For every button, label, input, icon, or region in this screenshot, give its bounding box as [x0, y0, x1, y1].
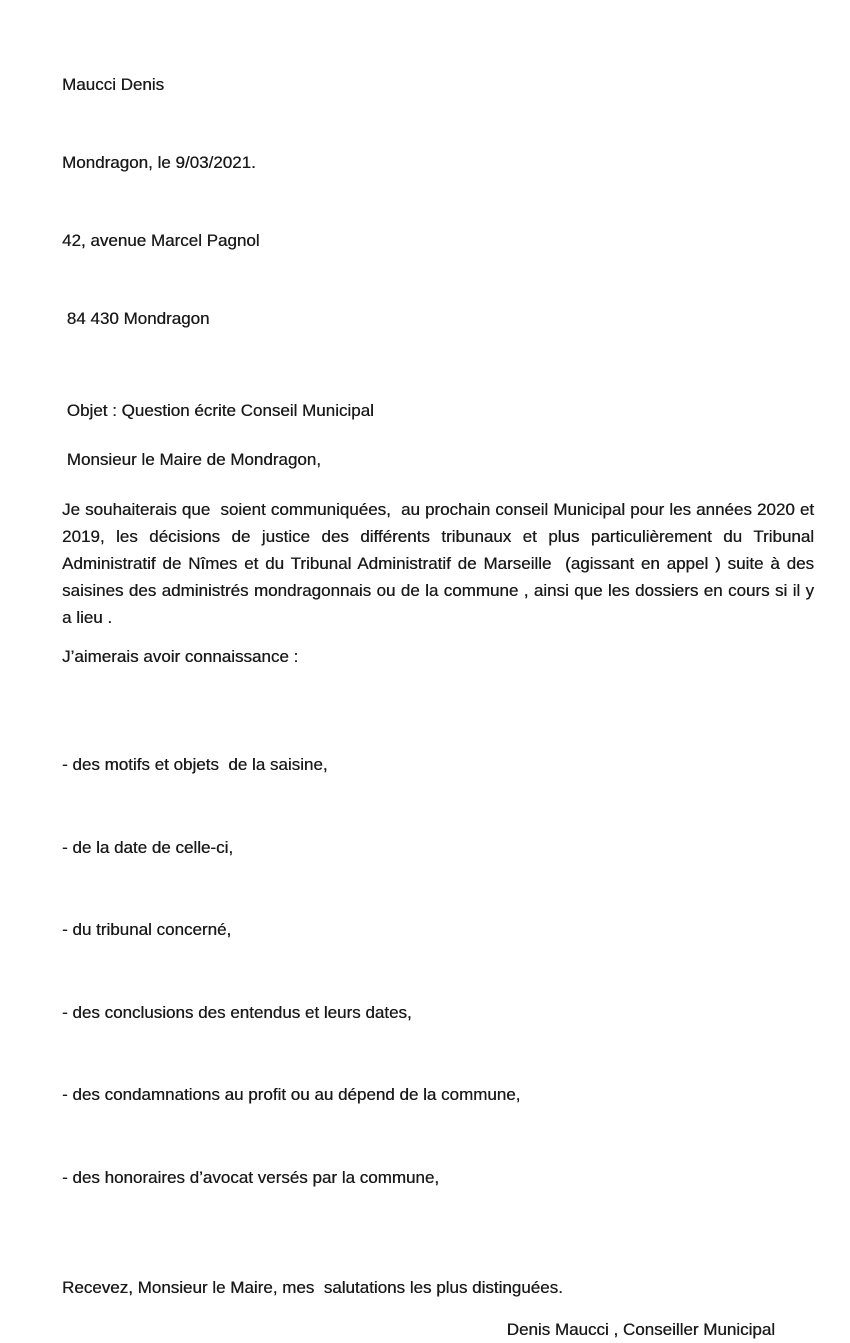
list-item-conclusions: - des conclusions des entendus et leurs dates,	[62, 1002, 412, 1022]
subject-line: Objet : Question écrite Conseil Municipal	[62, 401, 374, 420]
list-intro-line: J’aimerais avoir connaissance :	[62, 647, 299, 666]
sender-street: 42, avenue Marcel Pagnol	[62, 231, 260, 250]
list-item-tribunal: - du tribunal concerné,	[62, 920, 232, 939]
request-list	[0, 670, 850, 1231]
list-item-condamnations: - des condamnations au profit ou au dépend de la commune,	[62, 1085, 521, 1104]
list-item-motifs: - des motifs et objets de la saisine,	[62, 755, 328, 774]
list-item-date: - de la date de celle-ci,	[62, 837, 234, 857]
salutation-line: Monsieur le Maire de Mondragon,	[62, 450, 321, 469]
sender-city: 84 430 Mondragon	[62, 309, 210, 328]
sender-name: Maucci Denis	[62, 75, 165, 94]
sender-place-date: Mondragon, le 9/03/2021.	[62, 153, 256, 172]
body-paragraph: Je souhaiterais que soient communiquées, au prochain conseil Municipal pour les années 2020 et 2019, les décisions de justice des différents tribunaux et plus particulièrement du Tribunal Administratif de Nîmes et du Tribunal Administratif de Marseille (agissant en appel ) suite à des saisines des administrés mondragonnais ou de la commune , ainsi que les dossiers en cours si il y a lieu .	[62, 500, 819, 627]
signature-line: Denis Maucci , Conseiller Municipal	[506, 1319, 775, 1339]
list-item-honoraires: - des honoraires d’avocat versés par la commune,	[62, 1167, 440, 1187]
sender-block	[0, 0, 850, 384]
closing-line: Recevez, Monsieur le Maire, mes salutations les plus distinguées.	[62, 1277, 563, 1297]
